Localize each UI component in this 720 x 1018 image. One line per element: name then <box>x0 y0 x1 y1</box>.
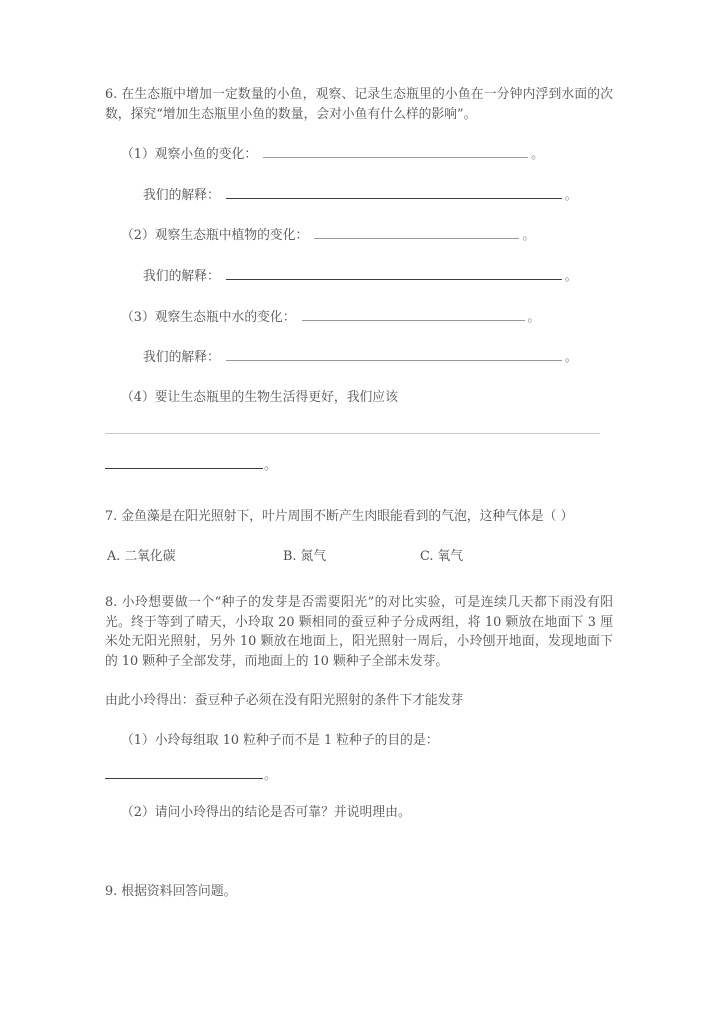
spacer <box>105 165 613 185</box>
question-7-option-b[interactable]: B. 氮气 <box>283 548 327 564</box>
question-6-sub-4-label: （4）要让生态瓶里的生物生活得更好，我们应该 <box>121 389 398 405</box>
spacer <box>105 368 613 388</box>
question-6-sub-3 <box>105 307 613 328</box>
question-7-option-a[interactable]: A. 二氧化碳 <box>107 548 176 564</box>
question-8-stem: 8. 小玲想要做一个“种子的发芽是否需要阳光”的对比实验，可是连续几天都下雨没有阳光。终于等到了晴天，小玲取 20 颗相同的蚕豆种子分成两组，将 10 颗放在地面下 3 厘米处无阳光照射，另外 10 颗放在地面上，阳光照射一周后，小玲刨开地面，发现地面下的 10 颗种子全部发芽，而地面上的 10 颗种子全部未发芽。 <box>105 594 613 669</box>
question-6-sub-1 <box>105 144 613 165</box>
question-6-sub-4 <box>105 388 613 408</box>
spacer <box>105 567 613 593</box>
question-6-sub-2-blank[interactable] <box>314 225 519 239</box>
spacer <box>105 711 613 731</box>
spacer <box>105 327 613 347</box>
page-content <box>105 85 613 902</box>
question-9-stem: 9. 根据资料回答问题。 <box>105 884 237 900</box>
question-8-sub-2 <box>105 803 613 823</box>
question-6-sub-2-period: 。 <box>522 228 536 244</box>
spacer <box>105 434 613 454</box>
question-6-sub-2 <box>105 225 613 246</box>
question-8-sub-1-period: 。 <box>264 767 277 783</box>
question-6-explanation-1-period: 。 <box>564 187 578 203</box>
question-6-sub-3-period: 。 <box>527 309 541 325</box>
question-6-stem: 6. 在生态瓶中增加一定数量的小鱼，观察、记录生态瓶里的小鱼在一分钟内浮到水面的次数，探究“增加生态瓶里小鱼的数量，会对小鱼有什么样的影响”。 <box>105 87 613 122</box>
question-6-sub-1-period: 。 <box>531 147 544 163</box>
question-6-sub-2-label: （2）观察生态瓶中植物的变化： <box>121 228 309 244</box>
question-6-explanation-2 <box>105 266 613 287</box>
question-8-answer-rule-row <box>105 764 613 783</box>
question-6-explanation-1 <box>105 185 613 206</box>
question-7-options <box>105 547 613 567</box>
question-7-option-c[interactable]: C. 氧气 <box>420 548 464 564</box>
question-6-sub-1-blank[interactable] <box>263 144 528 158</box>
question-8-sub-1-blank[interactable] <box>105 778 263 779</box>
question-6-explanation-3-label: 我们的解释： <box>143 350 220 366</box>
question-6-sub-3-label: （3）观察生态瓶中水的变化： <box>121 309 296 325</box>
question-6-explanation-3-blank[interactable] <box>226 347 562 361</box>
question-6-sub-1-label: （1）观察小鱼的变化： <box>121 147 258 163</box>
spacer <box>105 856 613 882</box>
spacer <box>105 671 613 691</box>
question-6-sub-3-blank[interactable] <box>302 307 525 321</box>
question-6-explanation-2-blank[interactable] <box>226 266 562 280</box>
question-6-explanation-3 <box>105 347 613 368</box>
question-8-sub-1 <box>105 731 613 751</box>
question-6-explanation-2-period: 。 <box>564 268 578 284</box>
question-7-stem: 7. 金鱼藻是在阳光照射下，叶片周围不断产生肉眼能看到的气泡，这种气体是（ ） <box>105 509 574 525</box>
question-6-explanation-2-label: 我们的解释： <box>143 268 220 284</box>
spacer <box>105 473 613 507</box>
spacer <box>105 822 613 856</box>
spacer <box>105 246 613 266</box>
question-6-answer-period: 。 <box>264 458 277 474</box>
question-8-sub-2-label: （2）请问小玲得出的结论是否可靠？并说明理由。 <box>121 804 411 820</box>
spacer <box>105 527 613 547</box>
spacer <box>105 124 613 144</box>
spacer <box>105 287 613 307</box>
question-8-conclusion: 由此小玲得出：蚕豆种子必须在没有阳光照射的条件下才能发芽 <box>105 693 464 709</box>
spacer <box>105 205 613 225</box>
question-6-answer-rule-line-2[interactable] <box>105 468 263 469</box>
spacer <box>105 783 613 803</box>
question-6-answer-rule-line-2-row <box>105 454 613 473</box>
question-8-sub-1-label: （1）小玲每组取 10 粒种子而不是 1 粒种子的目的是： <box>121 732 439 748</box>
spacer <box>105 407 613 433</box>
question-6-explanation-3-period: 。 <box>564 350 578 366</box>
spacer <box>105 751 613 764</box>
question-6-explanation-1-blank[interactable] <box>226 185 562 199</box>
question-6-explanation-1-label: 我们的解释： <box>143 187 220 203</box>
